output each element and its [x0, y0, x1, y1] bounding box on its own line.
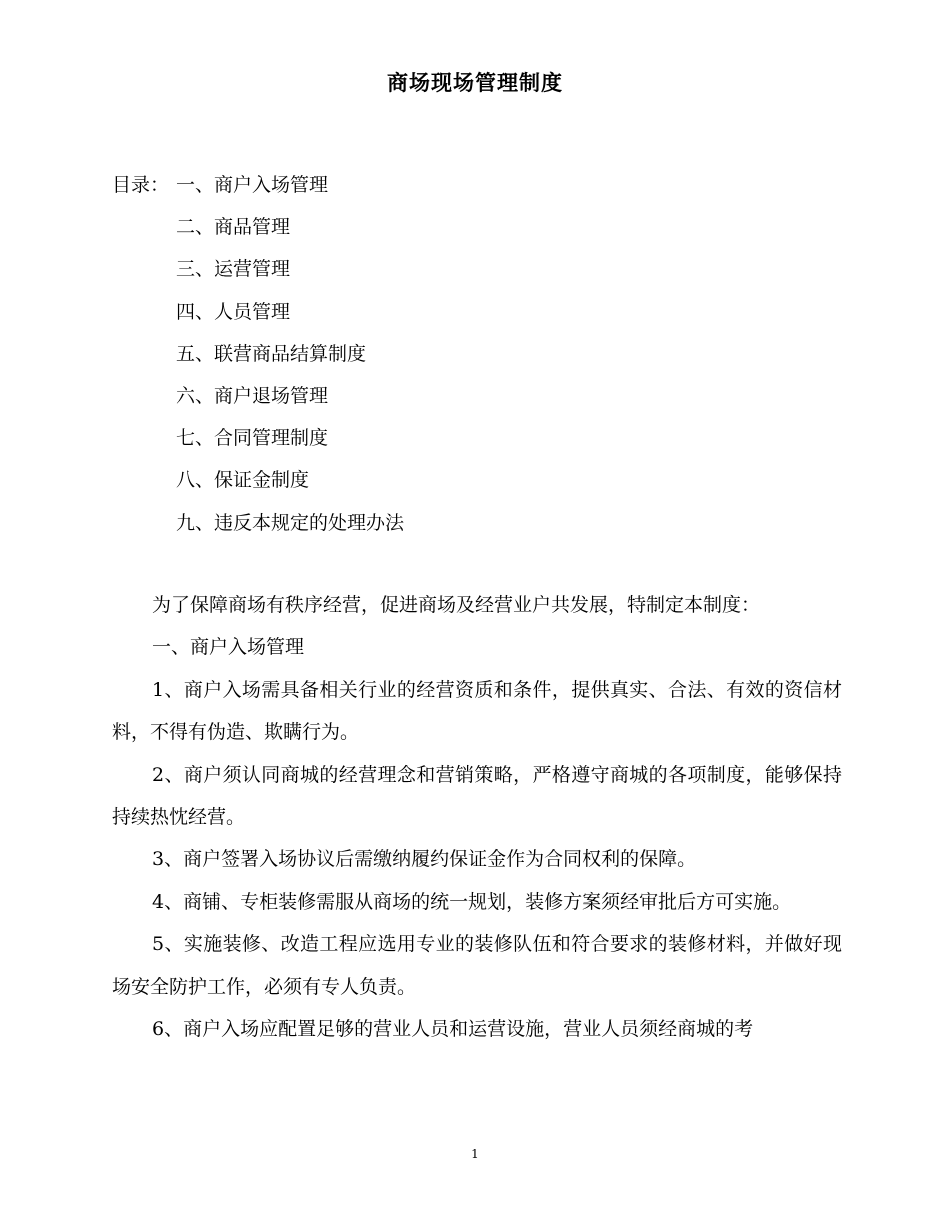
document-body — [112, 584, 842, 1050]
intro-paragraph: 为了保障商场有秩序经营，促进商场及经营业户共发展，特制定本制度： — [152, 594, 761, 616]
toc-row — [112, 417, 852, 459]
toc-item: 六、商户退场管理 — [176, 384, 329, 407]
body-paragraph: 3、商户签署入场协议后需缴纳履约保证金作为合同权利的保障。 — [152, 848, 697, 871]
toc-row — [112, 333, 852, 375]
body-paragraph: 5、实施装修、改造工程应选用专业的装修队伍和符合要求的装修材料，并做好现场安全防护工作，必须有专人负责。 — [112, 933, 842, 998]
body-paragraph: 2、商户须认同商城的经营理念和营销策略，严格遵守商城的各项制度，能够保持持续热忱经营。 — [112, 763, 842, 829]
toc-label: 目录： — [112, 174, 170, 196]
toc-row — [112, 291, 852, 333]
toc-item: 九、违反本规定的处理办法 — [176, 511, 405, 534]
toc-item: 七、合同管理制度 — [176, 427, 329, 450]
toc-row — [112, 459, 852, 501]
toc-row — [112, 502, 852, 544]
toc-row — [112, 206, 852, 248]
body-paragraph: 1、商户入场需具备相关行业的经营资质和条件，提供真实、合法、有效的资信材料，不得有伪造、欺瞒行为。 — [112, 678, 842, 744]
toc-item: 一、商户入场管理 — [176, 174, 329, 196]
toc-row — [112, 375, 852, 417]
document-title: 商场现场管理制度 — [387, 70, 563, 95]
toc-item: 四、人员管理 — [176, 300, 291, 323]
toc-row — [112, 248, 852, 290]
toc-row — [112, 164, 852, 206]
section-heading: 一、商户入场管理 — [152, 636, 305, 659]
table-of-contents — [112, 164, 852, 544]
toc-item: 五、联营商品结算制度 — [176, 342, 367, 365]
toc-item: 三、运营管理 — [176, 258, 291, 281]
toc-item: 八、保证金制度 — [176, 469, 310, 492]
body-paragraph: 6、商户入场应配置足够的营业人员和运营设施，营业人员须经商城的考 — [152, 1018, 754, 1041]
body-paragraph: 4、商铺、专柜装修需服从商场的统一规划，装修方案须经审批后方可实施。 — [152, 890, 792, 913]
toc-item: 二、商品管理 — [176, 216, 291, 239]
page-number: 1 — [471, 1147, 479, 1161]
